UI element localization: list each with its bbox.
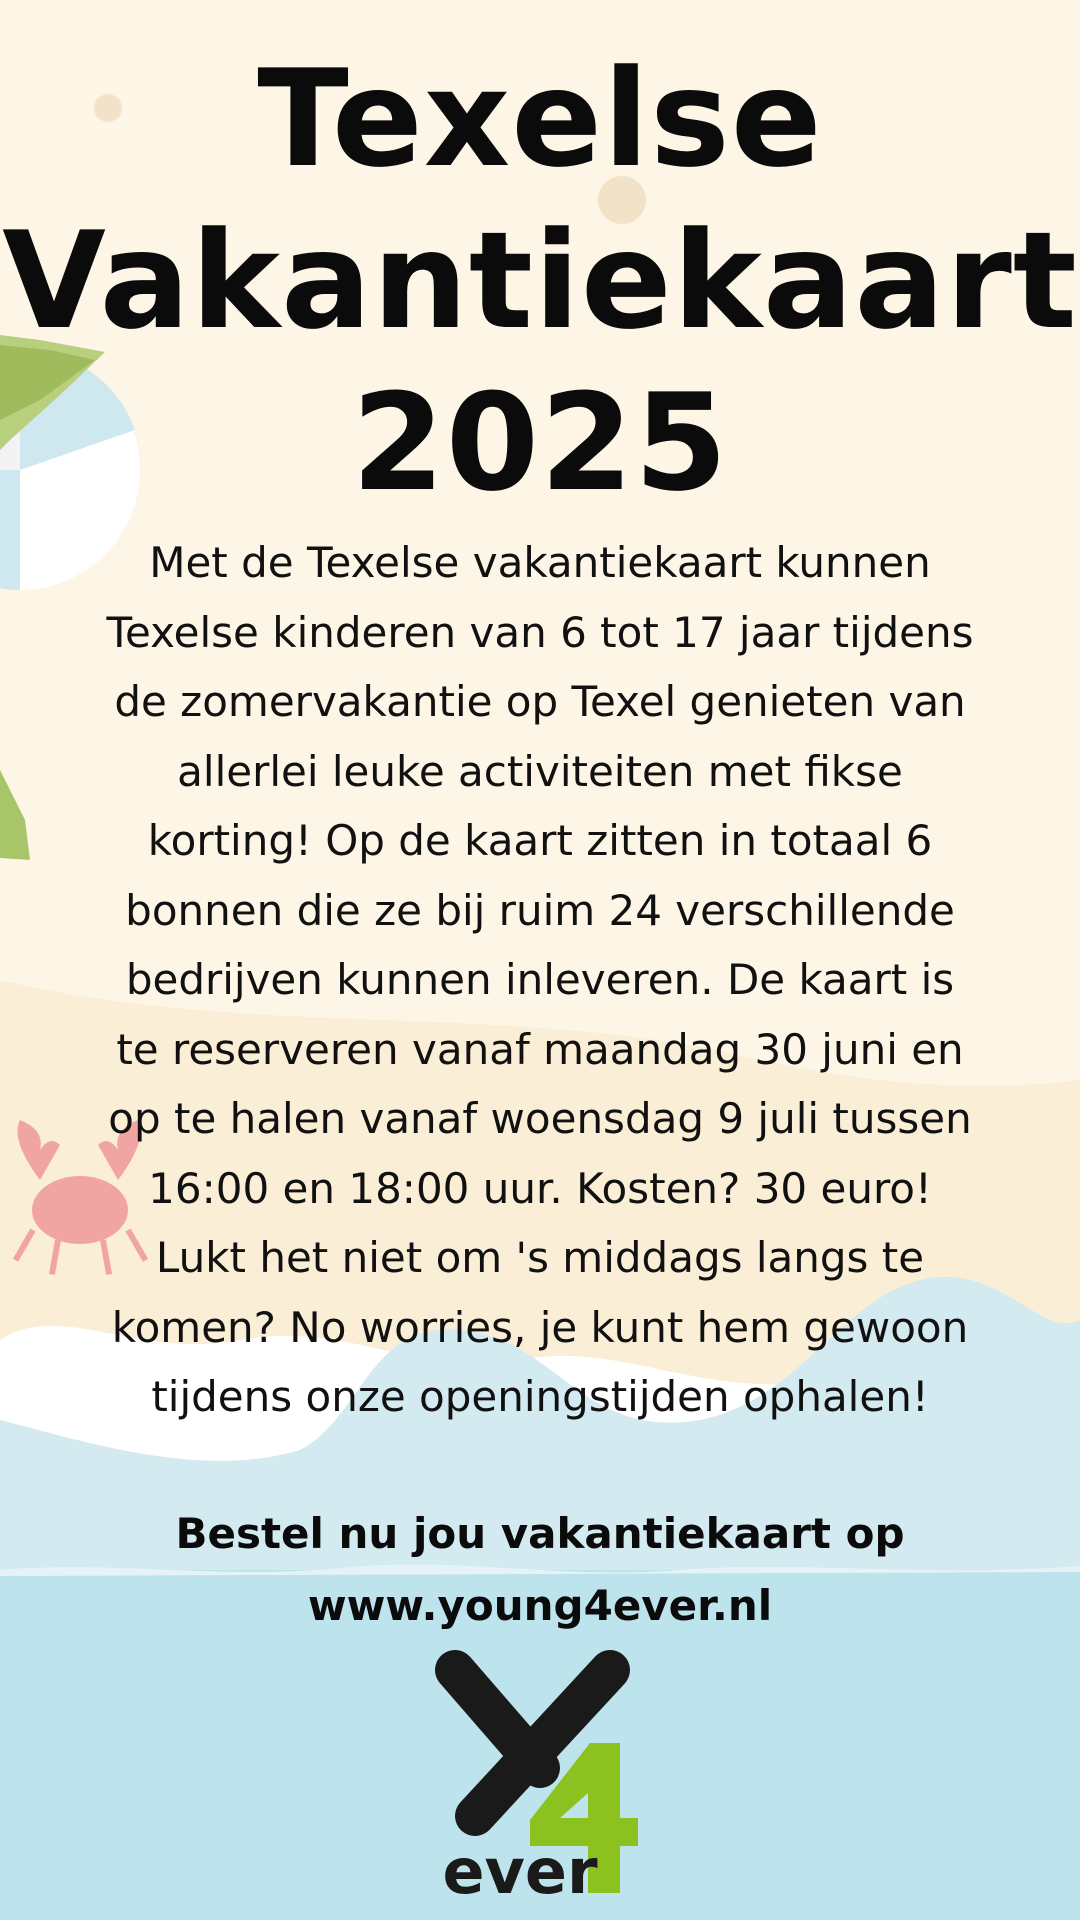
poster-title: [0, 38, 1080, 524]
description-text: Met de Texelse vakantiekaart kunnen Texelse kinderen van 6 tot 17 jaar tijdens de zomervakantie op Texel genieten van allerlei leuke activiteiten met fikse korting! Op de kaart zitten in totaal 6 bonnen die ze bij ruim 24 verschillende bedrijven kunnen inleveren. De kaart is te reserveren vanaf maandag 30 juni en op te halen vanaf woensdag 9 juli tussen 16:00 en 18:00 uur. Kosten? 30 euro! Lukt het niet om 's middags langs te komen? No worries, je kunt hem gewoon tijdens onze openingstijden ophalen!: [106, 538, 974, 1421]
website-link[interactable]: www.young4ever.nl: [307, 1581, 773, 1630]
title-line-2: Vakantiekaart: [2, 203, 1078, 359]
logo-wordmark: ever: [442, 1835, 598, 1908]
cta-text: Bestel nu jou vakantiekaart op: [175, 1509, 905, 1558]
title-line-1: Texelse: [257, 41, 823, 197]
young4ever-logo: [420, 1648, 680, 1908]
title-line-3: 2025: [351, 365, 729, 521]
call-to-action: [0, 1498, 1080, 1642]
